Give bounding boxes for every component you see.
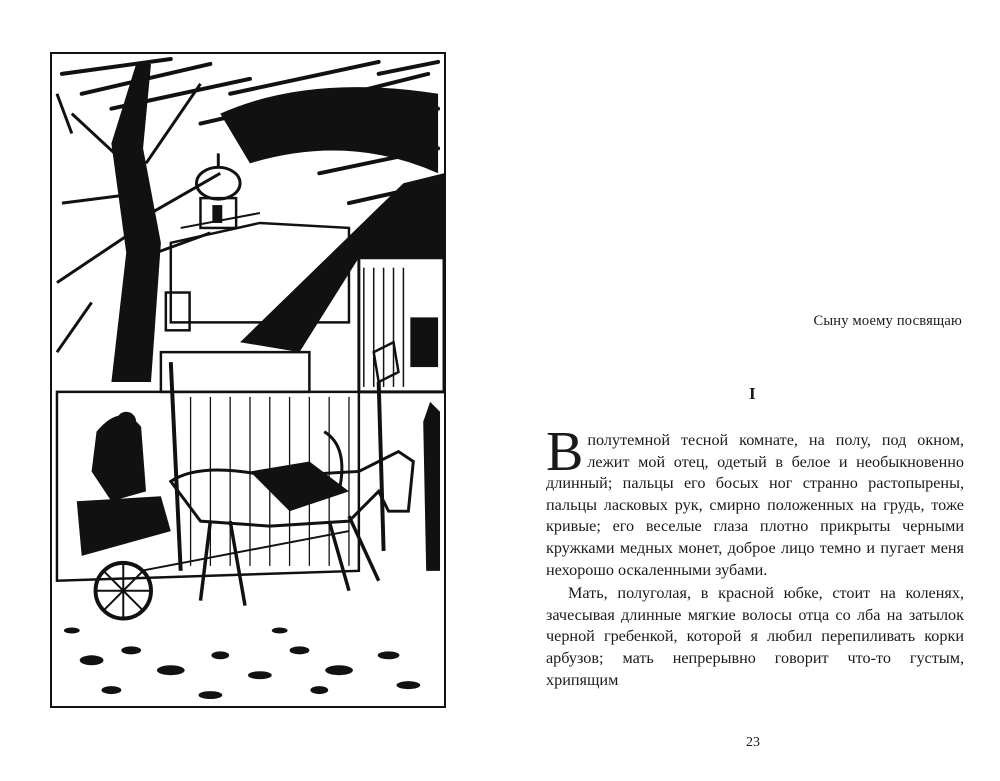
paragraph-1 (546, 421, 964, 581)
body-text (546, 421, 964, 691)
street-scene-illustration (50, 52, 446, 708)
drop-cap: В (546, 421, 584, 483)
dedication: Сыну моему посвящаю (813, 313, 962, 329)
paragraph-1-text: полутемной тесной комнате, на полу, под окном, лежит мой отец, одетый в белое и необыкновенно длинный; пальцы его босых ног странно растопырены, пальцы ласковых рук, смирно положенных на грудь, тоже кривые; его веселые глаза плотно прикрыты черными кружками медных монет, доброе лицо темно и пугает меня нехорошо оскаленными зубами. (546, 431, 964, 579)
street-scene-horse-cart-icon (52, 54, 444, 706)
paragraph-2: Мать, полуголая, в красной юбке, стоит на коленях, зачесывая длинные мягкие волосы отца со лба на затылок черной гребенкой, которой я любил перепиливать корки арбузов; мать непрерывно говорит что-то густым, хрипящим (546, 584, 964, 689)
chapter-number: I (749, 384, 756, 403)
page-number: 23 (746, 735, 760, 750)
